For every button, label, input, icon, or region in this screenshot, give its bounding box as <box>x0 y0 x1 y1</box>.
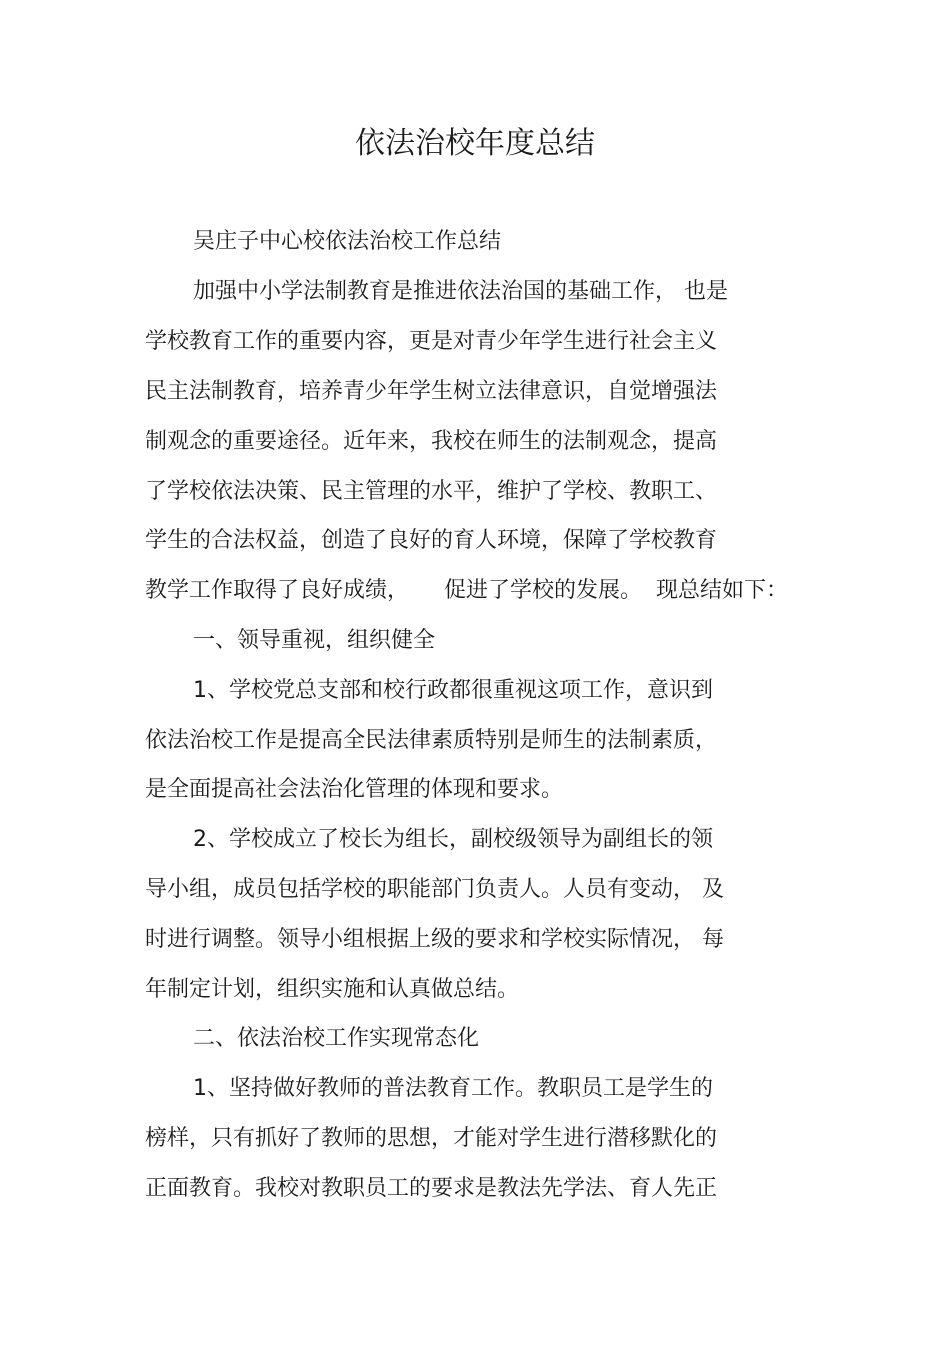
section-heading-1: 一、领导重视，组织健全 <box>193 628 436 653</box>
paragraph-line: 1、坚持做好教师的普法教育工作。教职员工是学生的 <box>193 1076 713 1101</box>
paragraph-line: 榜样，只有抓好了教师的思想，才能对学生进行潜移默化的 <box>145 1126 718 1151</box>
paragraph-line: 是全面提高社会法治化管理的体现和要求。 <box>145 777 564 802</box>
document-title: 依法治校年度总结 <box>355 126 595 161</box>
paragraph-line: 民主法制教育，培养青少年学生树立法律意识，自觉增强法 <box>145 379 718 404</box>
paragraph-line: 时进行调整。领导小组根据上级的要求和学校实际情况， 每 <box>145 927 724 952</box>
section-heading-2: 二、依法治校工作实现常态化 <box>193 1026 480 1051</box>
paragraph-line: 依法治校工作是提高全民法律素质特别是师生的法制素质， <box>145 728 718 753</box>
paragraph-line: 年制定计划，组织实施和认真做总结。 <box>145 977 520 1002</box>
paragraph-line: 制观念的重要途径。近年来，我校在师生的法制观念，提高 <box>145 429 718 454</box>
paragraph-line: 1、学校党总支部和校行政都很重视这项工作，意识到 <box>193 678 713 703</box>
paragraph-line: 导小组，成员包括学校的职能部门负责人。人员有变动， 及 <box>145 877 724 902</box>
subtitle-line: 吴庄子中心校依法治校工作总结 <box>193 229 502 254</box>
paragraph-line: 学校教育工作的重要内容，更是对青少年学生进行社会主义 <box>145 329 718 354</box>
paragraph-line: 了学校依法决策、民主管理的水平，维护了学校、教职工、 <box>145 479 718 504</box>
paragraph-line: 学生的合法权益，创造了良好的育人环境，保障了学校教育 <box>145 528 718 553</box>
paragraph-line: 正面教育。我校对教职员工的要求是教法先学法、育人先正 <box>145 1176 718 1201</box>
paragraph-line: 加强中小学法制教育是推进依法治国的基础工作， 也是 <box>193 279 728 304</box>
paragraph-line: 教学工作取得了良好成绩， 促进了学校的发展。 现总结如下： <box>145 578 788 603</box>
paragraph-line: 2、学校成立了校长为组长，副校级领导为副组长的领 <box>193 827 713 852</box>
